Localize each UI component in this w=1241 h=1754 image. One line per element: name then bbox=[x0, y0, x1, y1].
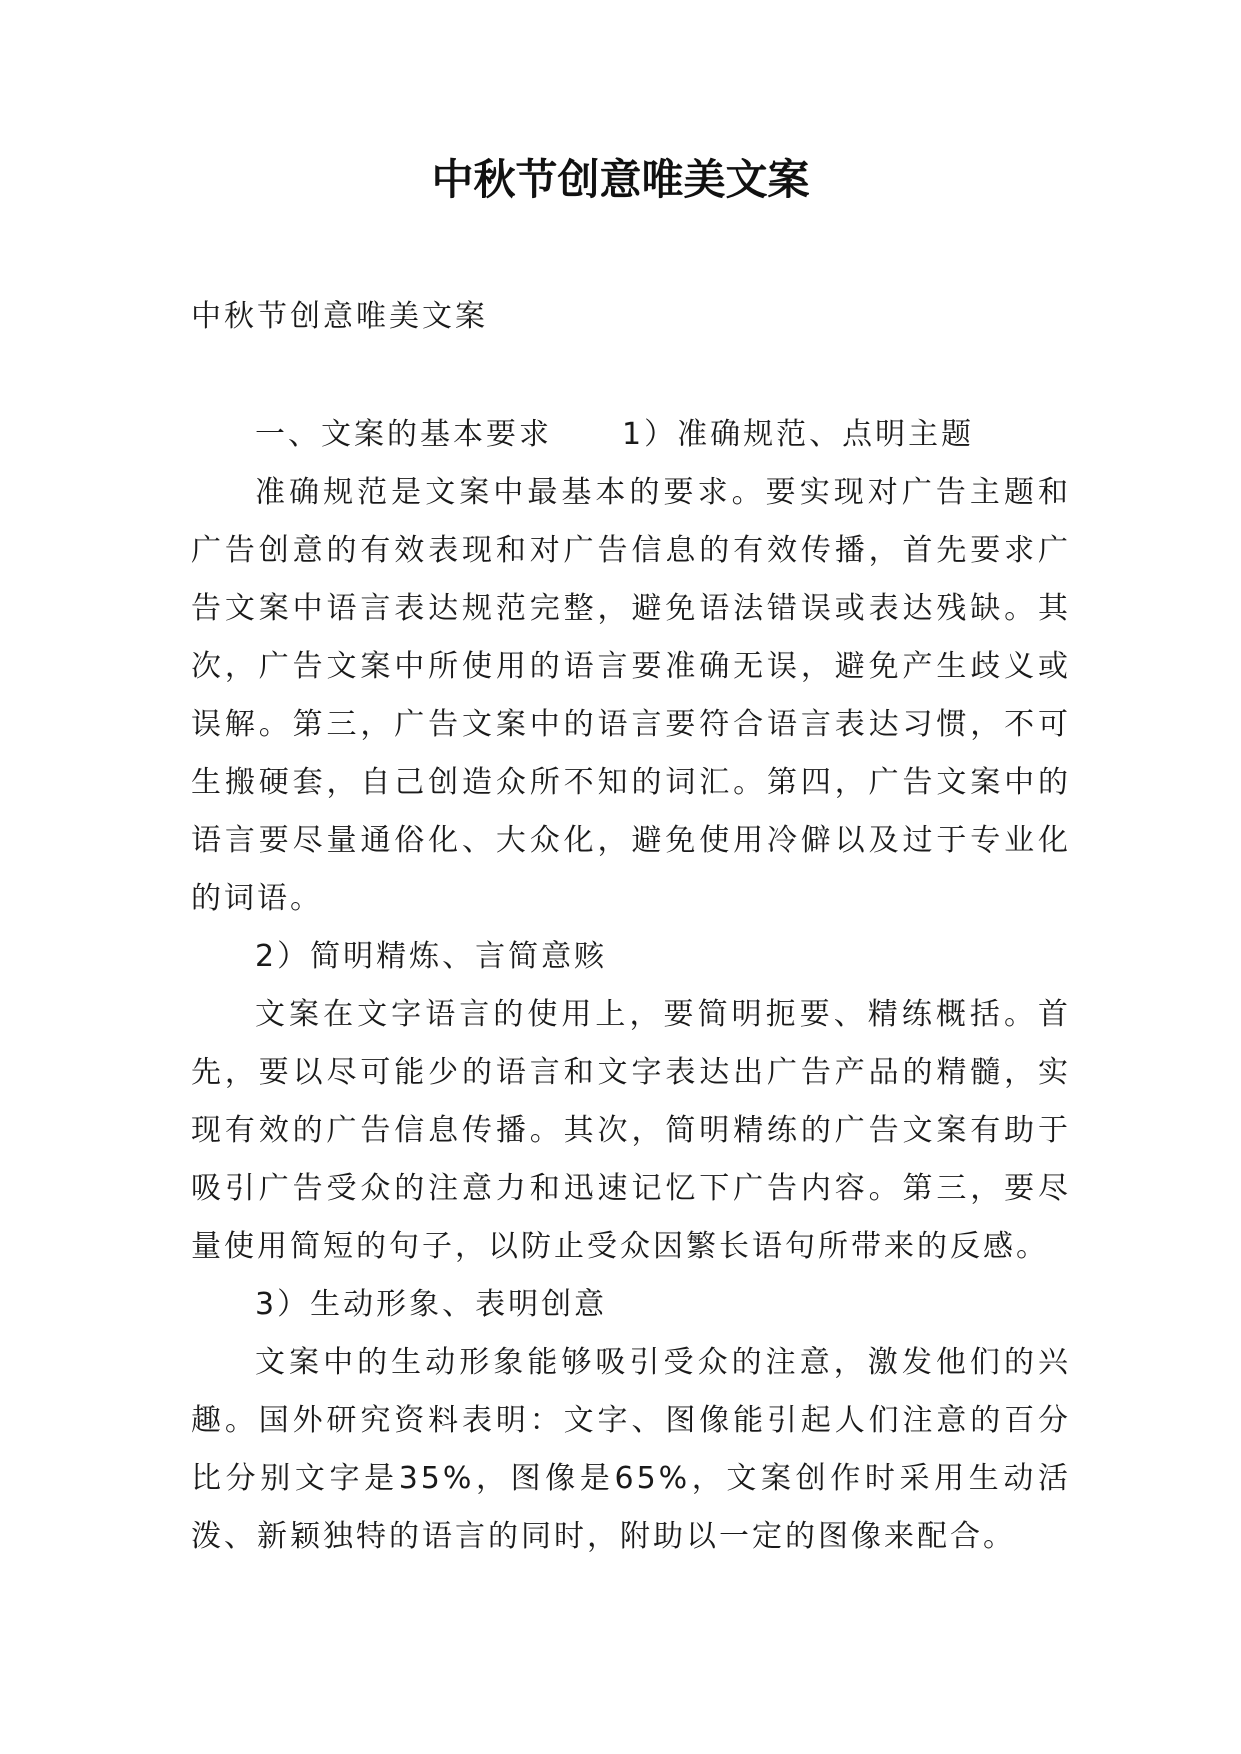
section-heading-line bbox=[191, 406, 1071, 464]
item-2-heading: 2）简明精炼、言简意赅 bbox=[255, 939, 608, 974]
document-body bbox=[191, 288, 1071, 1566]
item-2-body: 文案在文字语言的使用上，要简明扼要、精练概括。首先，要以尽可能少的语言和文字表达出广告产品的精髓，实现有效的广告信息传播。其次，简明精练的广告文案有助于吸引广告受众的注意力和迅速记忆下广告内容。第三，要尽量使用简短的句子，以防止受众因繁长语句所带来的反感。 bbox=[191, 997, 1071, 1264]
item-1-body: 准确规范是文案中最基本的要求。要实现对广告主题和广告创意的有效表现和对广告信息的有效传播，首先要求广告文案中语言表达规范完整，避免语法错误或表达残缺。其次，广告文案中所使用的语言要准确无误，避免产生歧义或误解。第三，广告文案中的语言要符合语言表达习惯，不可生搬硬套，自己创造众所不知的词汇。第四，广告文案中的语言要尽量通俗化、大众化，避免使用冷僻以及过于专业化的词语。 bbox=[191, 475, 1071, 916]
item-3-heading: 3）生动形象、表明创意 bbox=[255, 1287, 608, 1322]
section-heading: 一、文案的基本要求 bbox=[255, 417, 552, 452]
document-title: 中秋节创意唯美文案 bbox=[431, 155, 810, 204]
document-subtitle: 中秋节创意唯美文案 bbox=[191, 299, 488, 334]
item-1-heading: 1）准确规范、点明主题 bbox=[622, 417, 975, 452]
item-3-body: 文案中的生动形象能够吸引受众的注意，激发他们的兴趣。国外研究资料表明：文字、图像能引起人们注意的百分比分别文字是35%，图像是65%，文案创作时采用生动活泼、新颖独特的语言的同时，附助以一定的图像来配合。 bbox=[191, 1345, 1071, 1554]
